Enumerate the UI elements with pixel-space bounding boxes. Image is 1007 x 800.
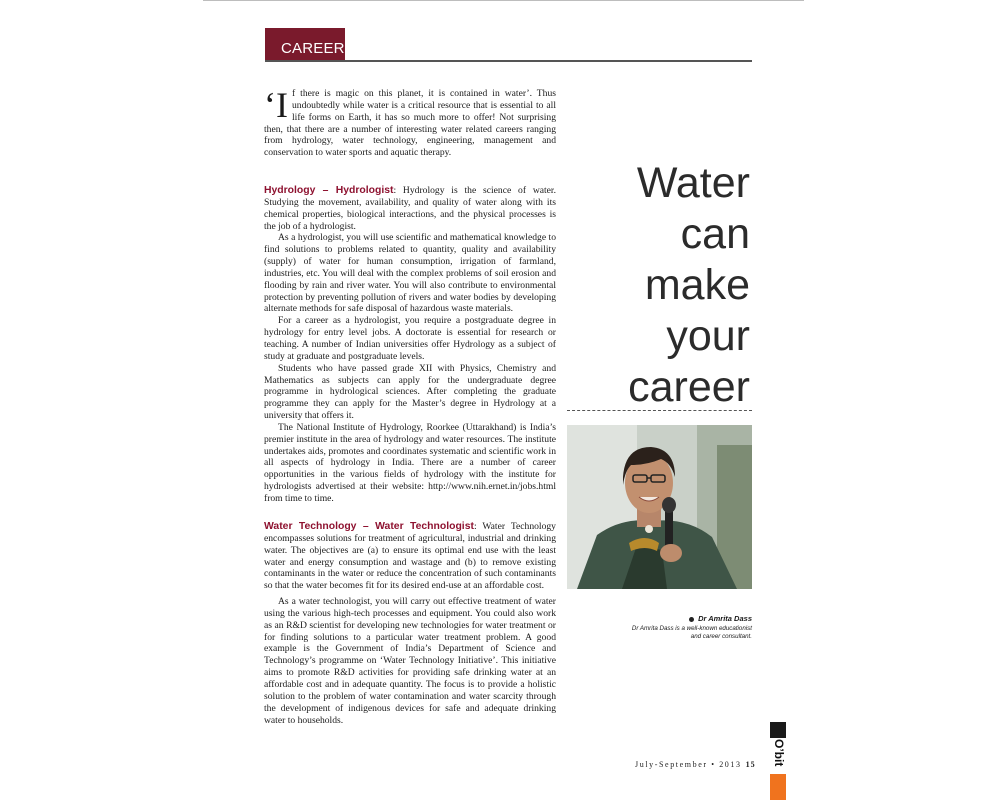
top-rule — [203, 0, 804, 1]
water-technology-heading: Water Technology – Water Technologist — [264, 521, 474, 532]
brand-logo — [770, 738, 786, 774]
caption-description: Dr Amrita Dass is a well-known educationist and career consultant. — [631, 625, 752, 641]
title-line: Water — [636, 159, 750, 207]
intro-text: f there is magic on this planet, it is contained in water’. Thus undoubtedly while water is a critical resource that is essential to all life forms on Earth, it has so much more to offer! Not surprising then, that there are a number of interesting water related careers ranging from hydrology, water technology, engineering, management and conservation to water sports and aquatic therapy. — [264, 88, 556, 159]
title-line: can — [680, 210, 750, 258]
header-rule — [265, 60, 752, 62]
water-technology-lead: : Water Technology encompasses solutions for treatment of agricultural, industrial and drinking water. The objectives are (a) to ensure its optimal end use with the least water and energy consumption and wastage and (b) to remove existing contaminants in the water or reduce the concentration of such contaminants so that the water becomes fit for its desired end-use at an affordable cost. — [264, 521, 556, 592]
page-footer — [635, 760, 756, 769]
article-title — [568, 158, 750, 413]
section-label: CAREER — [281, 40, 345, 57]
hydrology-paragraph: For a career as a hydrologist, you require a postgraduate degree in hydrology for entry level jobs. A doctorate is essential for research or teaching. A number of Indian universities offer Hydrology as a subject of study at graduate and postgraduate levels. — [264, 315, 556, 362]
caption-bullet — [689, 617, 694, 622]
drop-cap: ‘I — [264, 85, 288, 125]
title-line: make — [644, 261, 750, 309]
brand-tab-black — [770, 722, 786, 738]
page-number: 15 — [745, 760, 756, 769]
water-technology-section — [264, 521, 556, 726]
hydrology-lead: : Hydrology is the science of water. Studying the movement, availability, and quality of water along with its chemical properties, biological interactions, and the physical processes is the job of a hydrologist. — [264, 185, 556, 232]
portrait-illustration — [567, 425, 752, 589]
hydrology-paragraph: As a hydrologist, you will use scientific and mathematical knowledge to find solutions to problems related to quantity, quality and availability (supply) of water for human consumption, irrigation of farmland, industries, etc. You will deal with the complex problems of soil erosion and flooding by rain and river water. You will also contribute to environmental protection by preventing pollution of rivers and water bodies by developing alternate methods for safe disposal of hazardous waste materials. — [264, 232, 556, 315]
brand-logo-text: O’bit — [772, 739, 786, 767]
caption-name — [672, 614, 752, 623]
hydrology-paragraph: Students who have passed grade XII with Physics, Chemistry and Mathematics as subjects can apply for the undergraduate degree programme in hydrological sciences. After completing the graduate programme they can apply for the Master’s degree in Hydrology at a university that offers it. — [264, 362, 556, 422]
title-dashed-rule — [567, 410, 752, 411]
title-line: your — [666, 312, 750, 360]
title-line: career — [628, 363, 750, 411]
hydrology-section — [264, 185, 556, 505]
water-technology-paragraph: As a water technologist, you will carry out effective treatment of water using the various high-tech processes and equipment. You could also work as an R&D scientist for developing new technologies for water treatment or for finding solutions to a particular water treatment problem. A good example is the Government of India’s Department of Science and Technology’s programme on ‘Water Technology Initiative’. This initiative aims to promote R&D activities for providing safe drinking water at an affordable cost and in adequate quantity. The focus is to provide a holistic solution to the problem of water contamination and water scarcity through the development of indigenous devices for safe and adequate drinking water to households. — [264, 596, 556, 726]
hydrology-heading: Hydrology – Hydrologist — [264, 185, 394, 196]
hydrology-paragraph: The National Institute of Hydrology, Roorkee (Uttarakhand) is India’s premier institute in the area of hydrology and water resources. The institute undertakes aids, promotes and coordinates systematic and scientific work in all aspects of hydrology in India. There are a number of career opportunities in the various fields of hydrology with the institute for hydrologists advertised at their website: http://www.nih.ernet.in/jobs.html from time to time. — [264, 421, 556, 504]
caption-name-text: Dr Amrita Dass — [698, 614, 752, 623]
brand-tab-orange — [770, 774, 786, 800]
issue-date: July-September • 2013 — [635, 760, 742, 769]
intro-paragraph — [264, 85, 556, 159]
portrait-photo — [567, 425, 752, 589]
brand-tab — [770, 722, 786, 800]
